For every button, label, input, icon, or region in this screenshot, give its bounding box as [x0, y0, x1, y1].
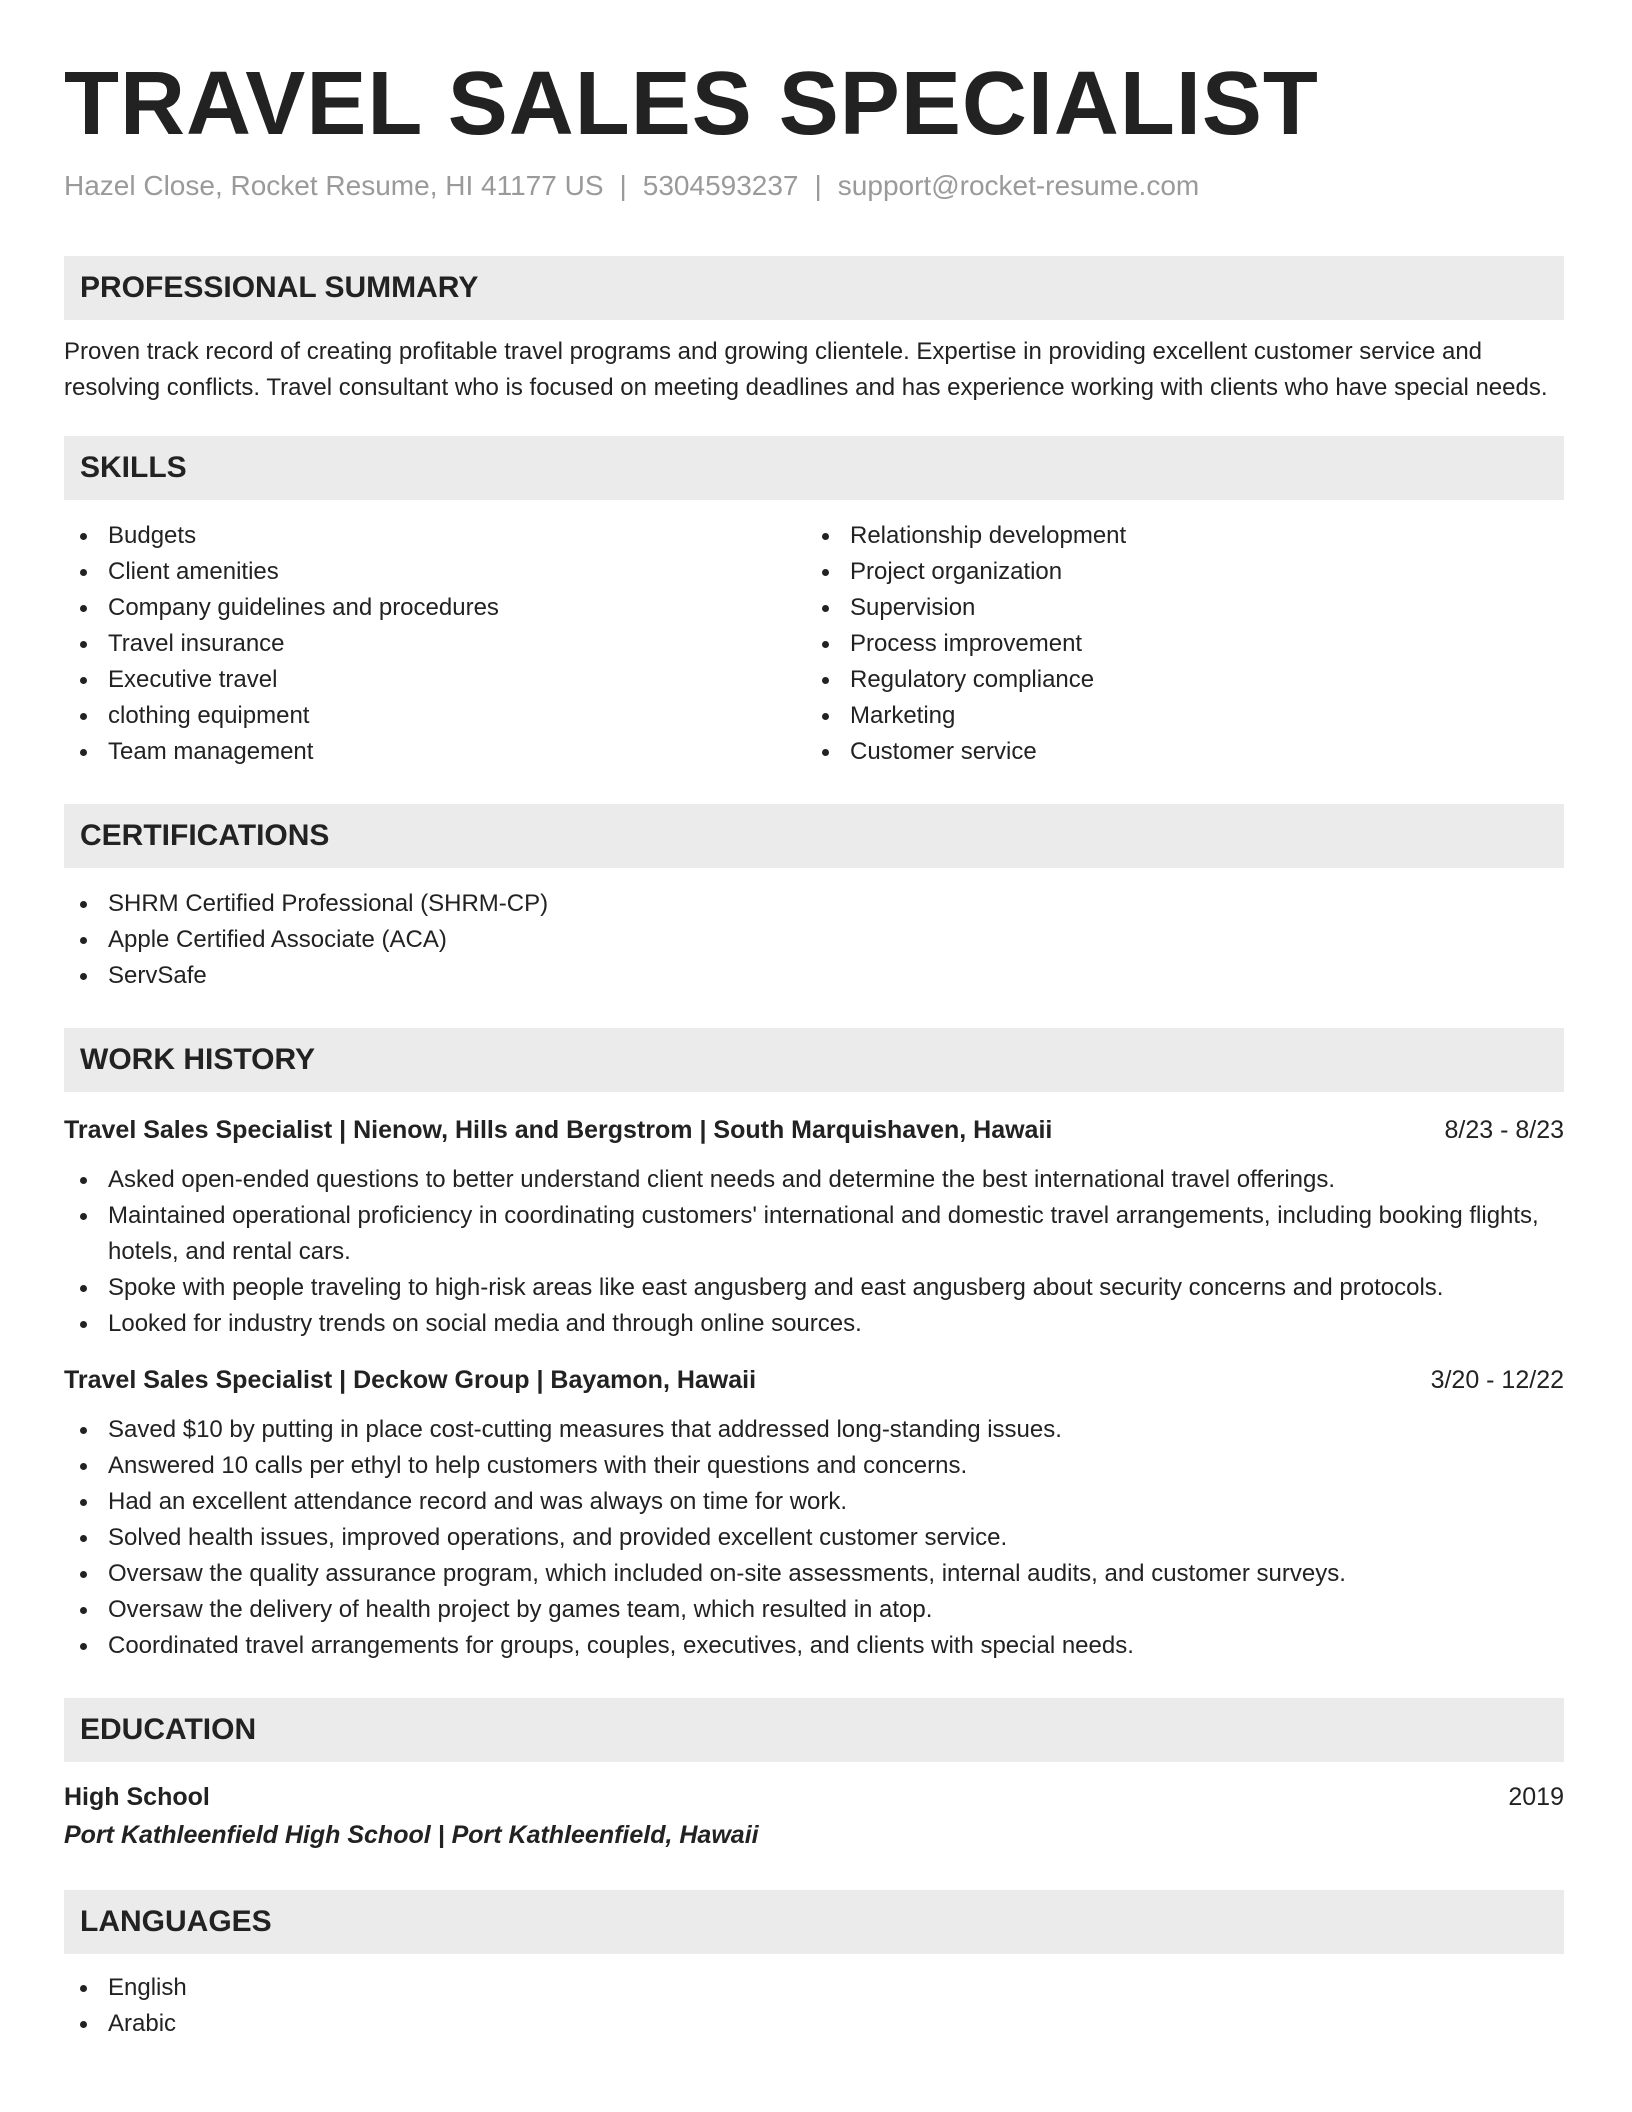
certifications-section: [64, 804, 1564, 994]
skill-item: Travel insurance: [64, 626, 806, 662]
summary-text: Proven track record of creating profitable travel programs and growing clientele. Expertise in providing excellent customer service and resolving conflicts. Travel consultant who is focused on meeting deadlines and has experience working with clients who have special needs.: [64, 338, 1548, 401]
job-bullet: Answered 10 calls per ethyl to help customers with their questions and concerns.: [64, 1448, 1564, 1484]
skills-section: [64, 436, 1564, 770]
languages-section-header: LANGUAGES: [64, 1890, 1564, 1954]
education-degree: High School: [64, 1783, 210, 1811]
certifications-section-header: CERTIFICATIONS: [64, 804, 1564, 868]
skill-item: Project organization: [806, 554, 1548, 590]
job-bullet: Looked for industry trends on social media and through online sources.: [64, 1306, 1564, 1342]
job-bullet: Maintained operational proficiency in coordinating customers' international and domestic travel arrangements, including booking flights, hotels, and rental cars.: [64, 1198, 1564, 1270]
job-bullet: Oversaw the delivery of health project by games team, which resulted in atop.: [64, 1592, 1564, 1628]
job-bullet: Solved health issues, improved operations, and provided excellent customer service.: [64, 1520, 1564, 1556]
contact-email: support@rocket-resume.com: [837, 170, 1200, 201]
job-header: [64, 1362, 1564, 1398]
skill-item: Process improvement: [806, 626, 1548, 662]
education-school: Port Kathleenfield High School | Port Kathleenfield, Hawaii: [64, 1821, 759, 1849]
education-year: 2019: [1508, 1783, 1564, 1811]
job-bullet: Had an excellent attendance record and was always on time for work.: [64, 1484, 1564, 1520]
contact-address: Hazel Close, Rocket Resume, HI 41177 US: [64, 170, 604, 201]
contact-separator: |: [814, 170, 822, 201]
skill-item: Team management: [64, 734, 806, 770]
languages-list: [64, 1970, 1564, 2042]
skills-list-left: [64, 518, 806, 770]
education-header: [64, 1778, 1564, 1816]
skill-item: Supervision: [806, 590, 1548, 626]
skills-section-header: SKILLS: [64, 436, 1564, 500]
skill-item: Client amenities: [64, 554, 806, 590]
summary-section: [64, 256, 1564, 406]
job-bullet: Asked open-ended questions to better understand client needs and determine the best international travel offerings.: [64, 1162, 1564, 1198]
job-header: [64, 1112, 1564, 1148]
job-dates: 8/23 - 8/23: [1444, 1116, 1564, 1144]
skill-item: clothing equipment: [64, 698, 806, 734]
job-title: Travel Sales Specialist | Deckow Group | Bayamon, Hawaii: [64, 1366, 757, 1394]
skill-item: Regulatory compliance: [806, 662, 1548, 698]
job-bullet: Oversaw the quality assurance program, which included on-site assessments, internal audits, and customer surveys.: [64, 1556, 1564, 1592]
skill-item: Executive travel: [64, 662, 806, 698]
job-bullets: [64, 1412, 1564, 1664]
skill-item: Customer service: [806, 734, 1548, 770]
skill-item: Budgets: [64, 518, 806, 554]
contact-phone: 5304593237: [642, 170, 799, 201]
certification-item: ServSafe: [64, 958, 1564, 994]
language-item: Arabic: [64, 2006, 1564, 2042]
job-bullets: [64, 1162, 1564, 1342]
skill-item: Company guidelines and procedures: [64, 590, 806, 626]
job-title: Travel Sales Specialist | Nienow, Hills and Bergstrom | South Marquishaven, Hawaii: [64, 1116, 1053, 1144]
work-history-section: [64, 1028, 1564, 1664]
skills-list-right: [806, 518, 1548, 770]
resume-name-heading: TRAVEL SALES SPECIALIST: [64, 54, 1319, 154]
contact-separator: |: [619, 170, 627, 201]
languages-section: [64, 1890, 1564, 2042]
skill-item: Marketing: [806, 698, 1548, 734]
certification-item: Apple Certified Associate (ACA): [64, 922, 1564, 958]
work-history-section-header: WORK HISTORY: [64, 1028, 1564, 1092]
job-entry: [64, 1112, 1564, 1342]
job-bullet: Saved $10 by putting in place cost-cutting measures that addressed long-standing issues.: [64, 1412, 1564, 1448]
job-entry: [64, 1362, 1564, 1664]
summary-section-header: PROFESSIONAL SUMMARY: [64, 256, 1564, 320]
certification-item: SHRM Certified Professional (SHRM-CP): [64, 886, 1564, 922]
job-bullet: Spoke with people traveling to high-risk areas like east angusberg and east angusberg about security concerns and protocols.: [64, 1270, 1564, 1306]
contact-line: [64, 166, 1564, 206]
job-dates: 3/20 - 12/22: [1430, 1366, 1564, 1394]
education-section-header: EDUCATION: [64, 1698, 1564, 1762]
skills-grid: [64, 518, 1564, 770]
language-item: English: [64, 1970, 1564, 2006]
skill-item: Relationship development: [806, 518, 1548, 554]
education-section: [64, 1698, 1564, 1854]
certifications-list: [64, 886, 1564, 994]
job-bullet: Coordinated travel arrangements for groups, couples, executives, and clients with special needs.: [64, 1628, 1564, 1664]
